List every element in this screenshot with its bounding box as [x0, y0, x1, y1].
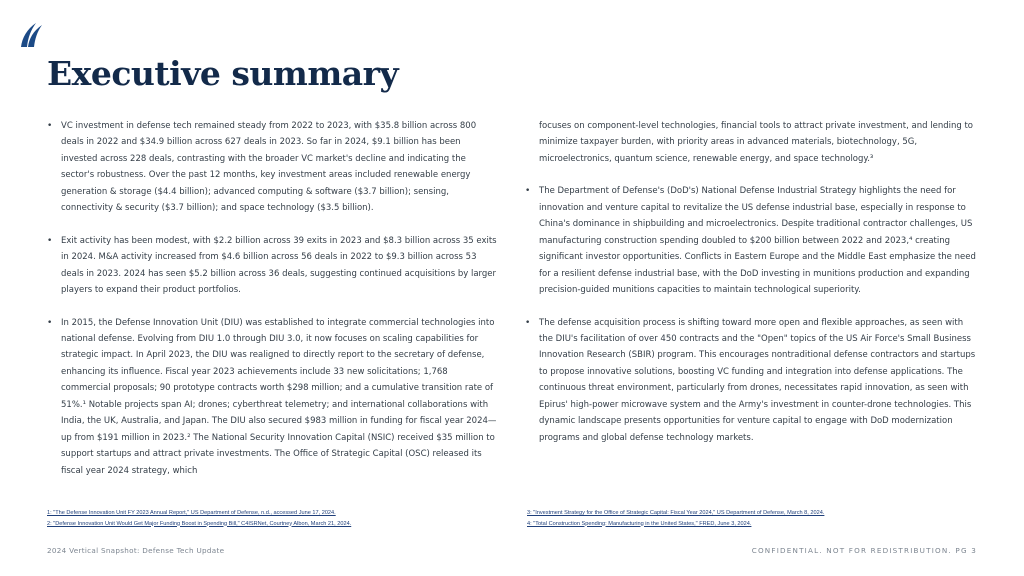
footnotes-left — [47, 508, 499, 529]
bullet-text: Exit activity has been modest, with $2.2 billion across 39 exits in 2023 and $8.3 billion across 35 exits in 2024. M&A activity increased from $4.6 billion across 56 deals in 2022 to $9.3 billion across 53 deals in 2023. 2024 has seen $5.2 billion across 36 deals, suggesting continued acquisitions by larger players to expand their product portfolios. — [61, 235, 497, 296]
bullet-industrial-strategy — [525, 183, 977, 298]
bullet-diu — [47, 315, 499, 480]
footnote-link[interactable]: 1: "The Defense Innovation Unit FY 2023 Annual Report," US Department of Defense, n.d., accessed June 17, 2024. — [47, 510, 336, 516]
bullet-continuation — [525, 118, 977, 167]
bullet-text: focuses on component-level technologies, financial tools to attract private investment, and lending to minimize taxpayer burden, with priority areas in advanced materials, biotechnology, 5G, microelectronics, quantum science, renewable energy, and space technology.³ — [539, 121, 973, 164]
page-title: Executive summary — [47, 54, 399, 93]
bullet-dot: • — [47, 235, 53, 246]
footer-report-title: 2024 Vertical Snapshot: Defense Tech Update — [47, 546, 225, 555]
bullet-text: The defense acquisition process is shifting toward more open and flexible approaches, as seen with the DIU's facilitation of over 450 contracts and the "Open" topics of the US Air Force's Small Business Innovation Research (SBIR) program. This encourages nontraditional defense contractors and startups to propose innovative solutions, boosting VC funding and integration into defense applications. The continuous threat environment, particularly from drones, necessitates rapid innovation, as seen with Epirus' high-power microwave system and the Army's investment in counter-drone technologies. This dynamic landscape presents opportunities for venture capital to engage with DoD modernization programs and global defense technology markets. — [539, 317, 976, 443]
bullet-vc-investment — [47, 118, 499, 217]
footer-confidential-page: CONFIDENTIAL. NOT FOR REDISTRIBUTION. PG 3 — [751, 546, 977, 555]
bullet-text: The Department of Defense's (DoD's) National Defense Industrial Strategy highlights the need for innovation and venture capital to revitalize the US defense industrial base, especially in response to China's dominance in shipbuilding and microelectronics. Despite traditional contractor challenges, US manufacturing construction spending doubled to $200 billion between 2022 and 2023,⁴ creating significant investor opportunities. Conflicts in Eastern Europe and the Middle East emphasize the need for a resilient defense industrial base, with the DoD investing in munitions production and expanding precision-guided munitions capacities to maintain technological superiority. — [539, 186, 976, 296]
footnote-link[interactable]: 4: "Total Construction Spending: Manufacturing in the United States," FRED, June 3, 2024. — [527, 520, 752, 527]
left-column — [47, 118, 499, 495]
right-column — [525, 118, 977, 462]
bullet-exit-activity — [47, 233, 499, 299]
bullet-dot: • — [47, 121, 53, 131]
bullet-dot: • — [525, 186, 531, 197]
footnote-link[interactable]: 3: "Investment Strategy for the Office of Strategic Capital: Fiscal Year 2024," US Department of Defense, March 8, 2024. — [527, 510, 825, 516]
bullet-dot: • — [525, 317, 531, 328]
bullet-acquisition-process — [525, 315, 977, 447]
bullet-dot: • — [47, 317, 53, 328]
footnotes-right — [527, 508, 979, 529]
pitchbook-logo-icon — [18, 20, 44, 48]
footnote-link[interactable]: 2: "Defense Innovation Unit Would Get Major Funding Boost in Spending Bill," C4ISRNet, Courtney Albon, March 21, 2024. — [47, 520, 352, 527]
bullet-text: VC investment in defense tech remained steady from 2022 to 2023, with $35.8 billion across 800 deals in 2022 and $34.9 billion across 627 deals in 2023. So far in 2024, $9.1 billion has been invested across 228 deals, contrasting with the broader VC market's decline and indicating the sector's robustness. Over the past 12 months, key investment areas included renewable energy generation & storage ($4.4 billion); advanced computing & software ($3.7 billion); sensing, connectivity & security ($3.7 billion); and space technology ($3.5 billion). — [61, 121, 477, 214]
bullet-text: In 2015, the Defense Innovation Unit (DIU) was established to integrate commercial technologies into national defense. Evolving from DIU 1.0 through DIU 3.0, it now focuses on scaling capabilities for strategic impact. In April 2023, the DIU was realigned to directly report to the secretary of defense, enhancing its influence. Fiscal year 2023 achievements include 33 new solicitations; 1,768 commercial proposals; 90 prototype contracts worth $298 million; and a cumulative transition rate of 51%.¹ Notable projects span AI; drones; cyberthreat telemetry; and international collaborations with India, the UK, Australia, and Japan. The DIU also secured $983 million in funding for fiscal year 2024—up from $191 million in 2023.² The National Security Innovation Capital (NSIC) received $35 million to support startups and attract private investments. The Office of Strategic Capital (OSC) released its fiscal year 2024 strategy, which — [61, 317, 497, 476]
